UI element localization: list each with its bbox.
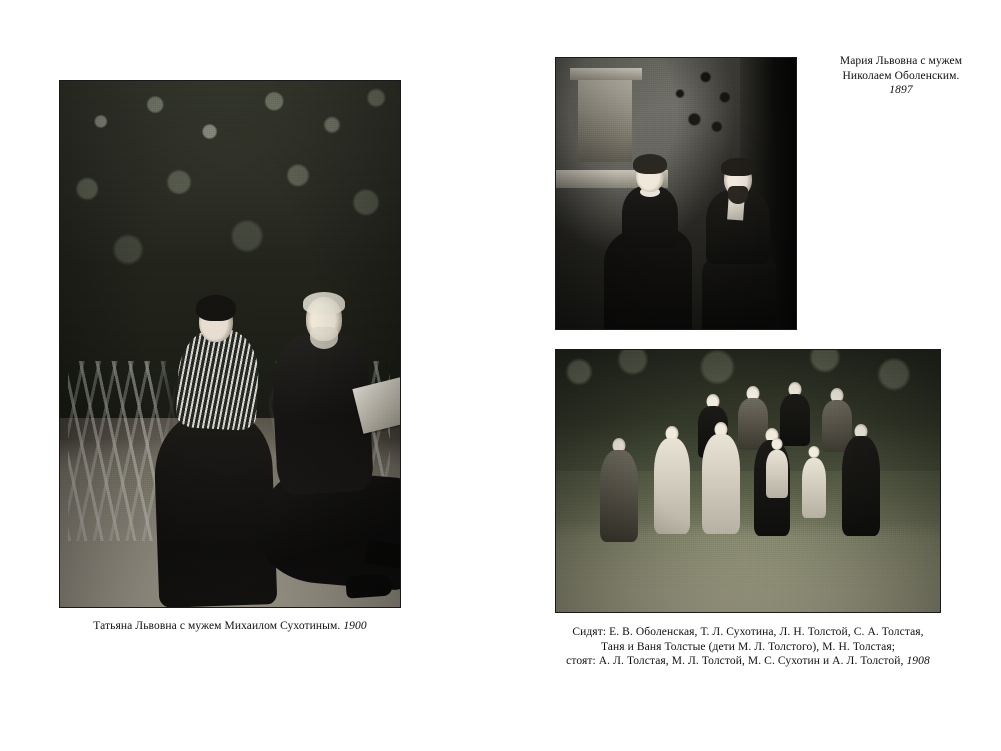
caption-year: 1897 (889, 84, 913, 96)
vignette-overlay (556, 58, 796, 329)
caption-line-2: Николаем Оболенским. (842, 69, 960, 82)
photo-maria-and-obolensky (556, 58, 796, 329)
photo-tolstoy-family-group (556, 350, 940, 612)
caption-line-1: Мария Львовна с мужем (839, 55, 963, 67)
caption-year: 1900 (343, 620, 367, 632)
vignette-overlay (556, 350, 940, 612)
caption-text: Татьяна Львовна с мужем Михаилом Сухотиным. (93, 620, 341, 632)
caption-line-1: Сидят: Е. В. Оболенская, Т. Л. Сухотина, Л. Н. Толстой, С. А. Толстая, (572, 626, 924, 638)
caption-photo-group (546, 625, 950, 669)
caption-line-2: Таня и Ваня Толстые (дети М. Л. Толстого), М. Н. Толстая; (600, 640, 896, 653)
photo-tatyana-and-sukhotin (60, 81, 400, 607)
caption-photo-tatyana (60, 619, 400, 634)
vignette-overlay (60, 81, 400, 607)
caption-year: 1908 (906, 655, 930, 667)
caption-line-3 (546, 654, 950, 669)
caption-line-3-text: стоят: А. Л. Толстая, М. Л. Толстой, М. С. Сухотин и А. Л. Толстой, (566, 655, 904, 667)
caption-photo-maria (806, 54, 996, 98)
